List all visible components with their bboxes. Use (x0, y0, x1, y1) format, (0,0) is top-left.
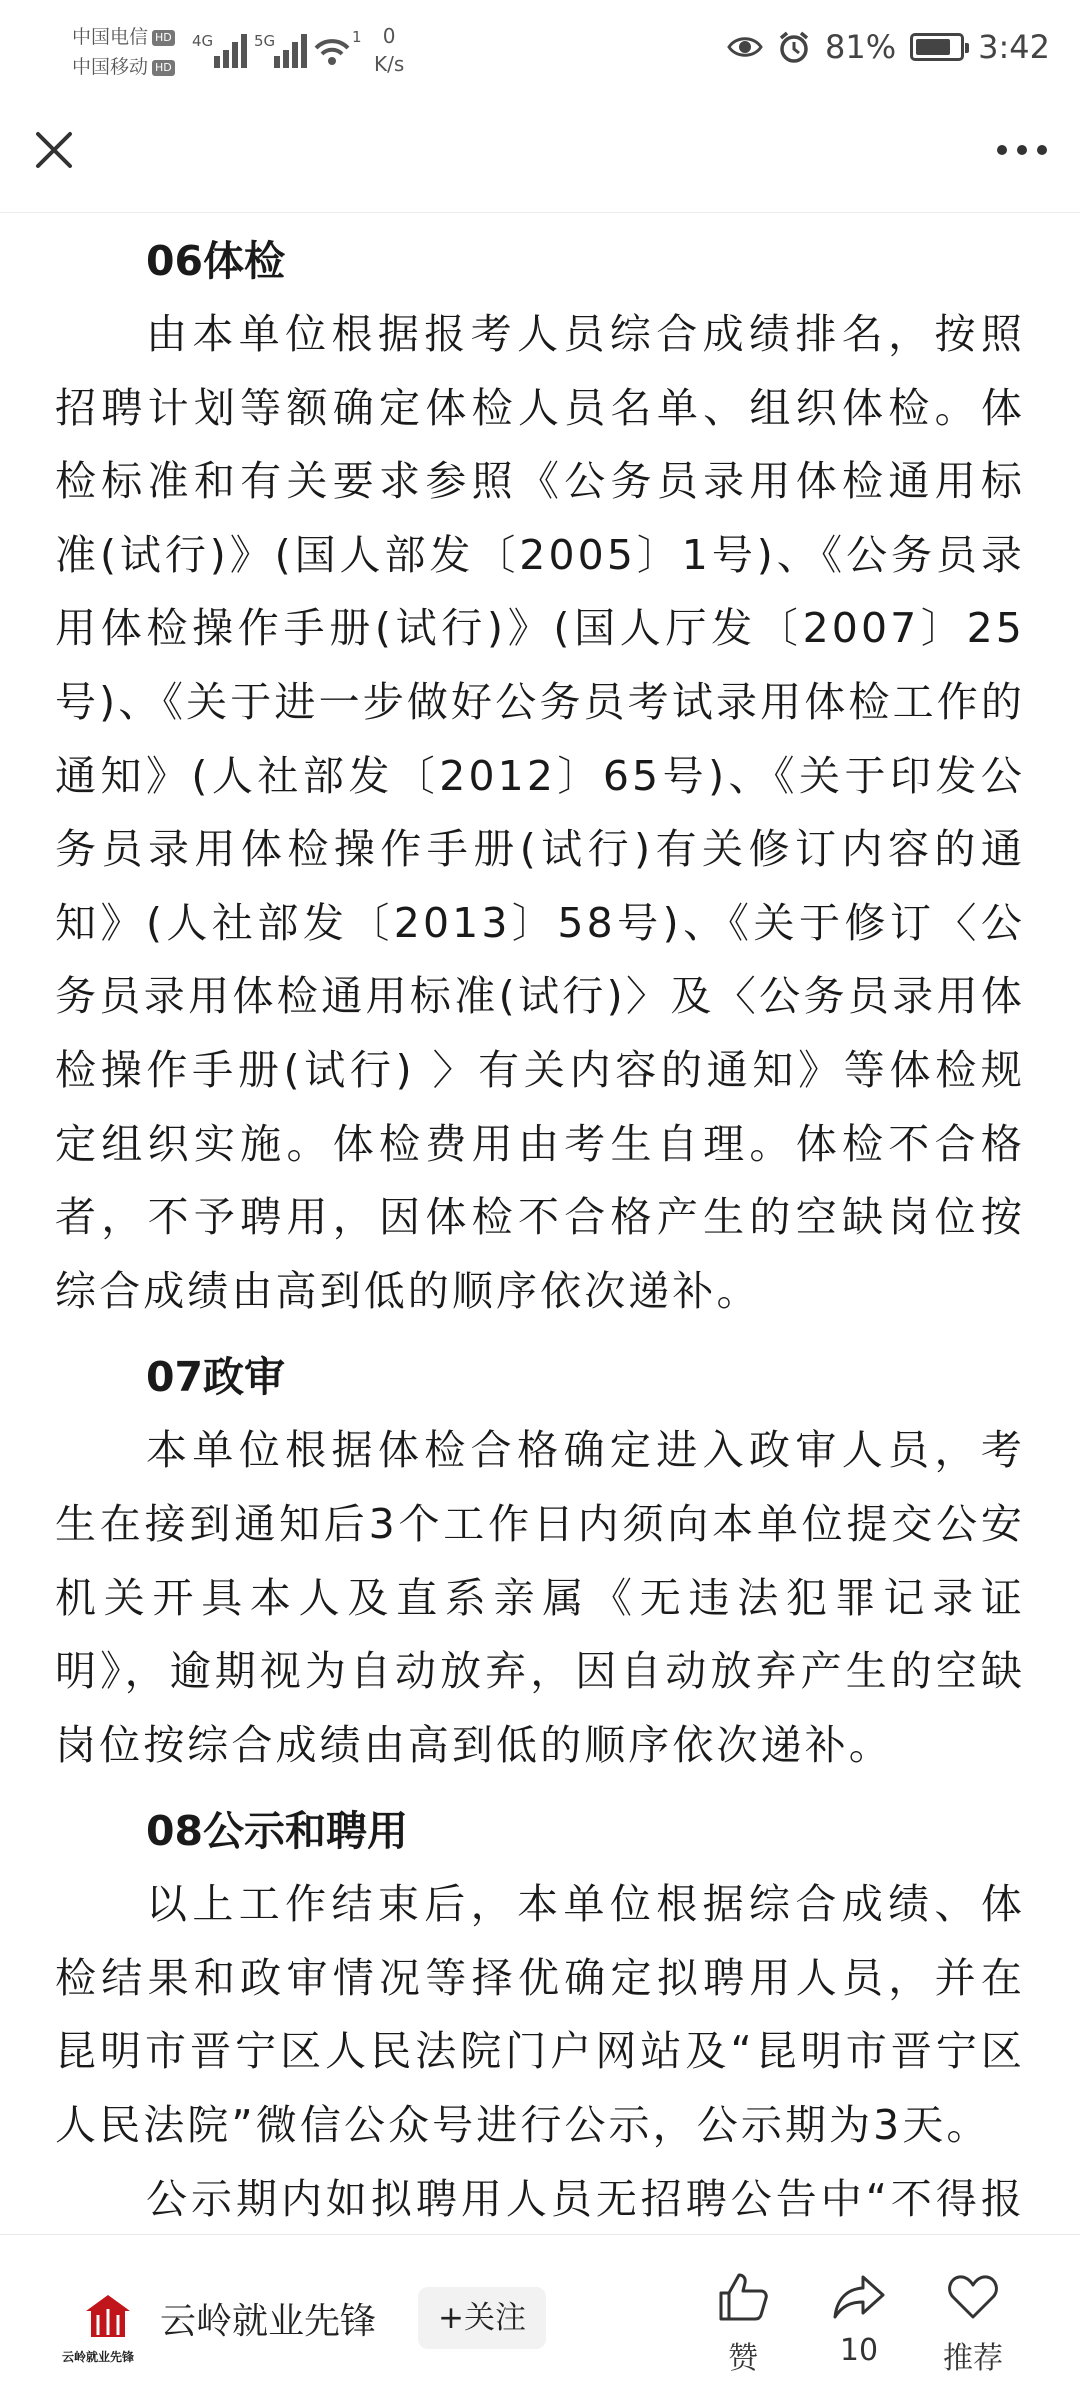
carrier-info (72, 22, 175, 82)
like-label: 赞 (728, 2341, 758, 2376)
thumbs-up-icon (715, 2269, 771, 2325)
alarm-icon (777, 30, 811, 64)
speed-value: 0 (382, 24, 396, 48)
account-name[interactable]: 云岭就业先锋 (160, 2301, 377, 2342)
close-icon[interactable] (28, 124, 80, 176)
battery-icon (910, 33, 964, 61)
follow-button[interactable]: +关注 (418, 2287, 546, 2349)
carrier-2: 中国移动 (72, 56, 149, 78)
logo-text: 云岭就业先锋 (62, 2350, 135, 2364)
signal-bars-2-icon (274, 30, 307, 68)
battery-percent: 81% (825, 28, 897, 66)
share-count: 10 (839, 2333, 879, 2368)
status-right (727, 28, 1050, 66)
network-speed (374, 22, 404, 78)
wifi-icon (312, 30, 352, 70)
signal-bars-1-icon (214, 30, 247, 68)
section-title: 07政审 (146, 1353, 286, 1402)
speed-unit: K/s (374, 52, 405, 76)
more-options-icon[interactable] (992, 130, 1052, 170)
paragraph: 公示期内如拟聘用人员无招聘公告中“不得报 (146, 2174, 1025, 2223)
section-title: 08公示和聘用 (146, 1807, 409, 1856)
hd-badge: HD (152, 30, 175, 46)
section-physical-exam (55, 225, 1025, 1328)
section-publicity-employment (55, 1795, 1025, 2234)
like-button[interactable] (688, 2269, 798, 2377)
carrier-1: 中国电信 (72, 26, 149, 48)
status-bar (0, 0, 1080, 100)
battery-fill (916, 39, 950, 55)
recommend-button[interactable] (918, 2269, 1028, 2377)
section-political-review (55, 1341, 1025, 1782)
paragraph: 本单位根据体检合格确定进入政审人员，考生在接到通知后3个工作日内须向本单位提交公安机关开具本人及直系亲属《无违法犯罪记录证明》，逾期视为自动放弃，因自动放弃产生的空缺岗位按综合成绩由高到低的顺序依次递补。 (55, 1426, 1025, 1769)
clock: 3:42 (978, 28, 1050, 66)
paragraph: 以上工作结束后，本单位根据综合成绩、体检结果和政审情况等择优确定拟聘用人员，并在昆明市晋宁区人民法院门户网站及“昆明市晋宁区人民法院”微信公众号进行公示，公示期为3天。 (55, 1880, 1025, 2150)
share-button[interactable] (804, 2269, 914, 2368)
bottom-bar (0, 2234, 1080, 2401)
paragraph: 由本单位根据报考人员综合成绩排名，按照招聘计划等额确定体检人员名单、组织体检。体检标准和有关要求参照《公务员录用体检通用标准(试行)》(国人部发〔2005〕1号)、《公务员录用体检操作手册(试行)》(国人厅发〔2007〕25号)、《关于进一步做好公务员考试录用体检工作的通知》(人社部发〔2012〕65号)、《关于印发公务员录用体检操作手册(试行)有关修订内容的通知》(人社部发〔2013〕58号)、《关于修订〈公务员录用体检通用标准(试行)〉及〈公务员录用体检操作手册(试行) 〉有关内容的通知》等体检规定组织实施。体检费用由考生自理。体检不合格者，不予聘用，因体检不合格产生的空缺岗位按综合成绩由高到低的顺序依次递补。 (55, 310, 1025, 1315)
eye-icon (727, 33, 763, 61)
article-body (55, 212, 1025, 2234)
heart-icon (945, 2269, 1001, 2325)
share-arrow-icon (831, 2269, 887, 2325)
recommend-label: 推荐 (943, 2341, 1003, 2376)
wifi-badge: 1 (352, 28, 362, 46)
network-type-2: 5G (254, 32, 276, 50)
hd-badge: HD (152, 60, 175, 76)
network-type-1: 4G (192, 32, 214, 50)
top-nav (0, 100, 1080, 213)
account-logo-icon[interactable] (80, 2289, 136, 2345)
section-title: 06体检 (146, 237, 286, 285)
